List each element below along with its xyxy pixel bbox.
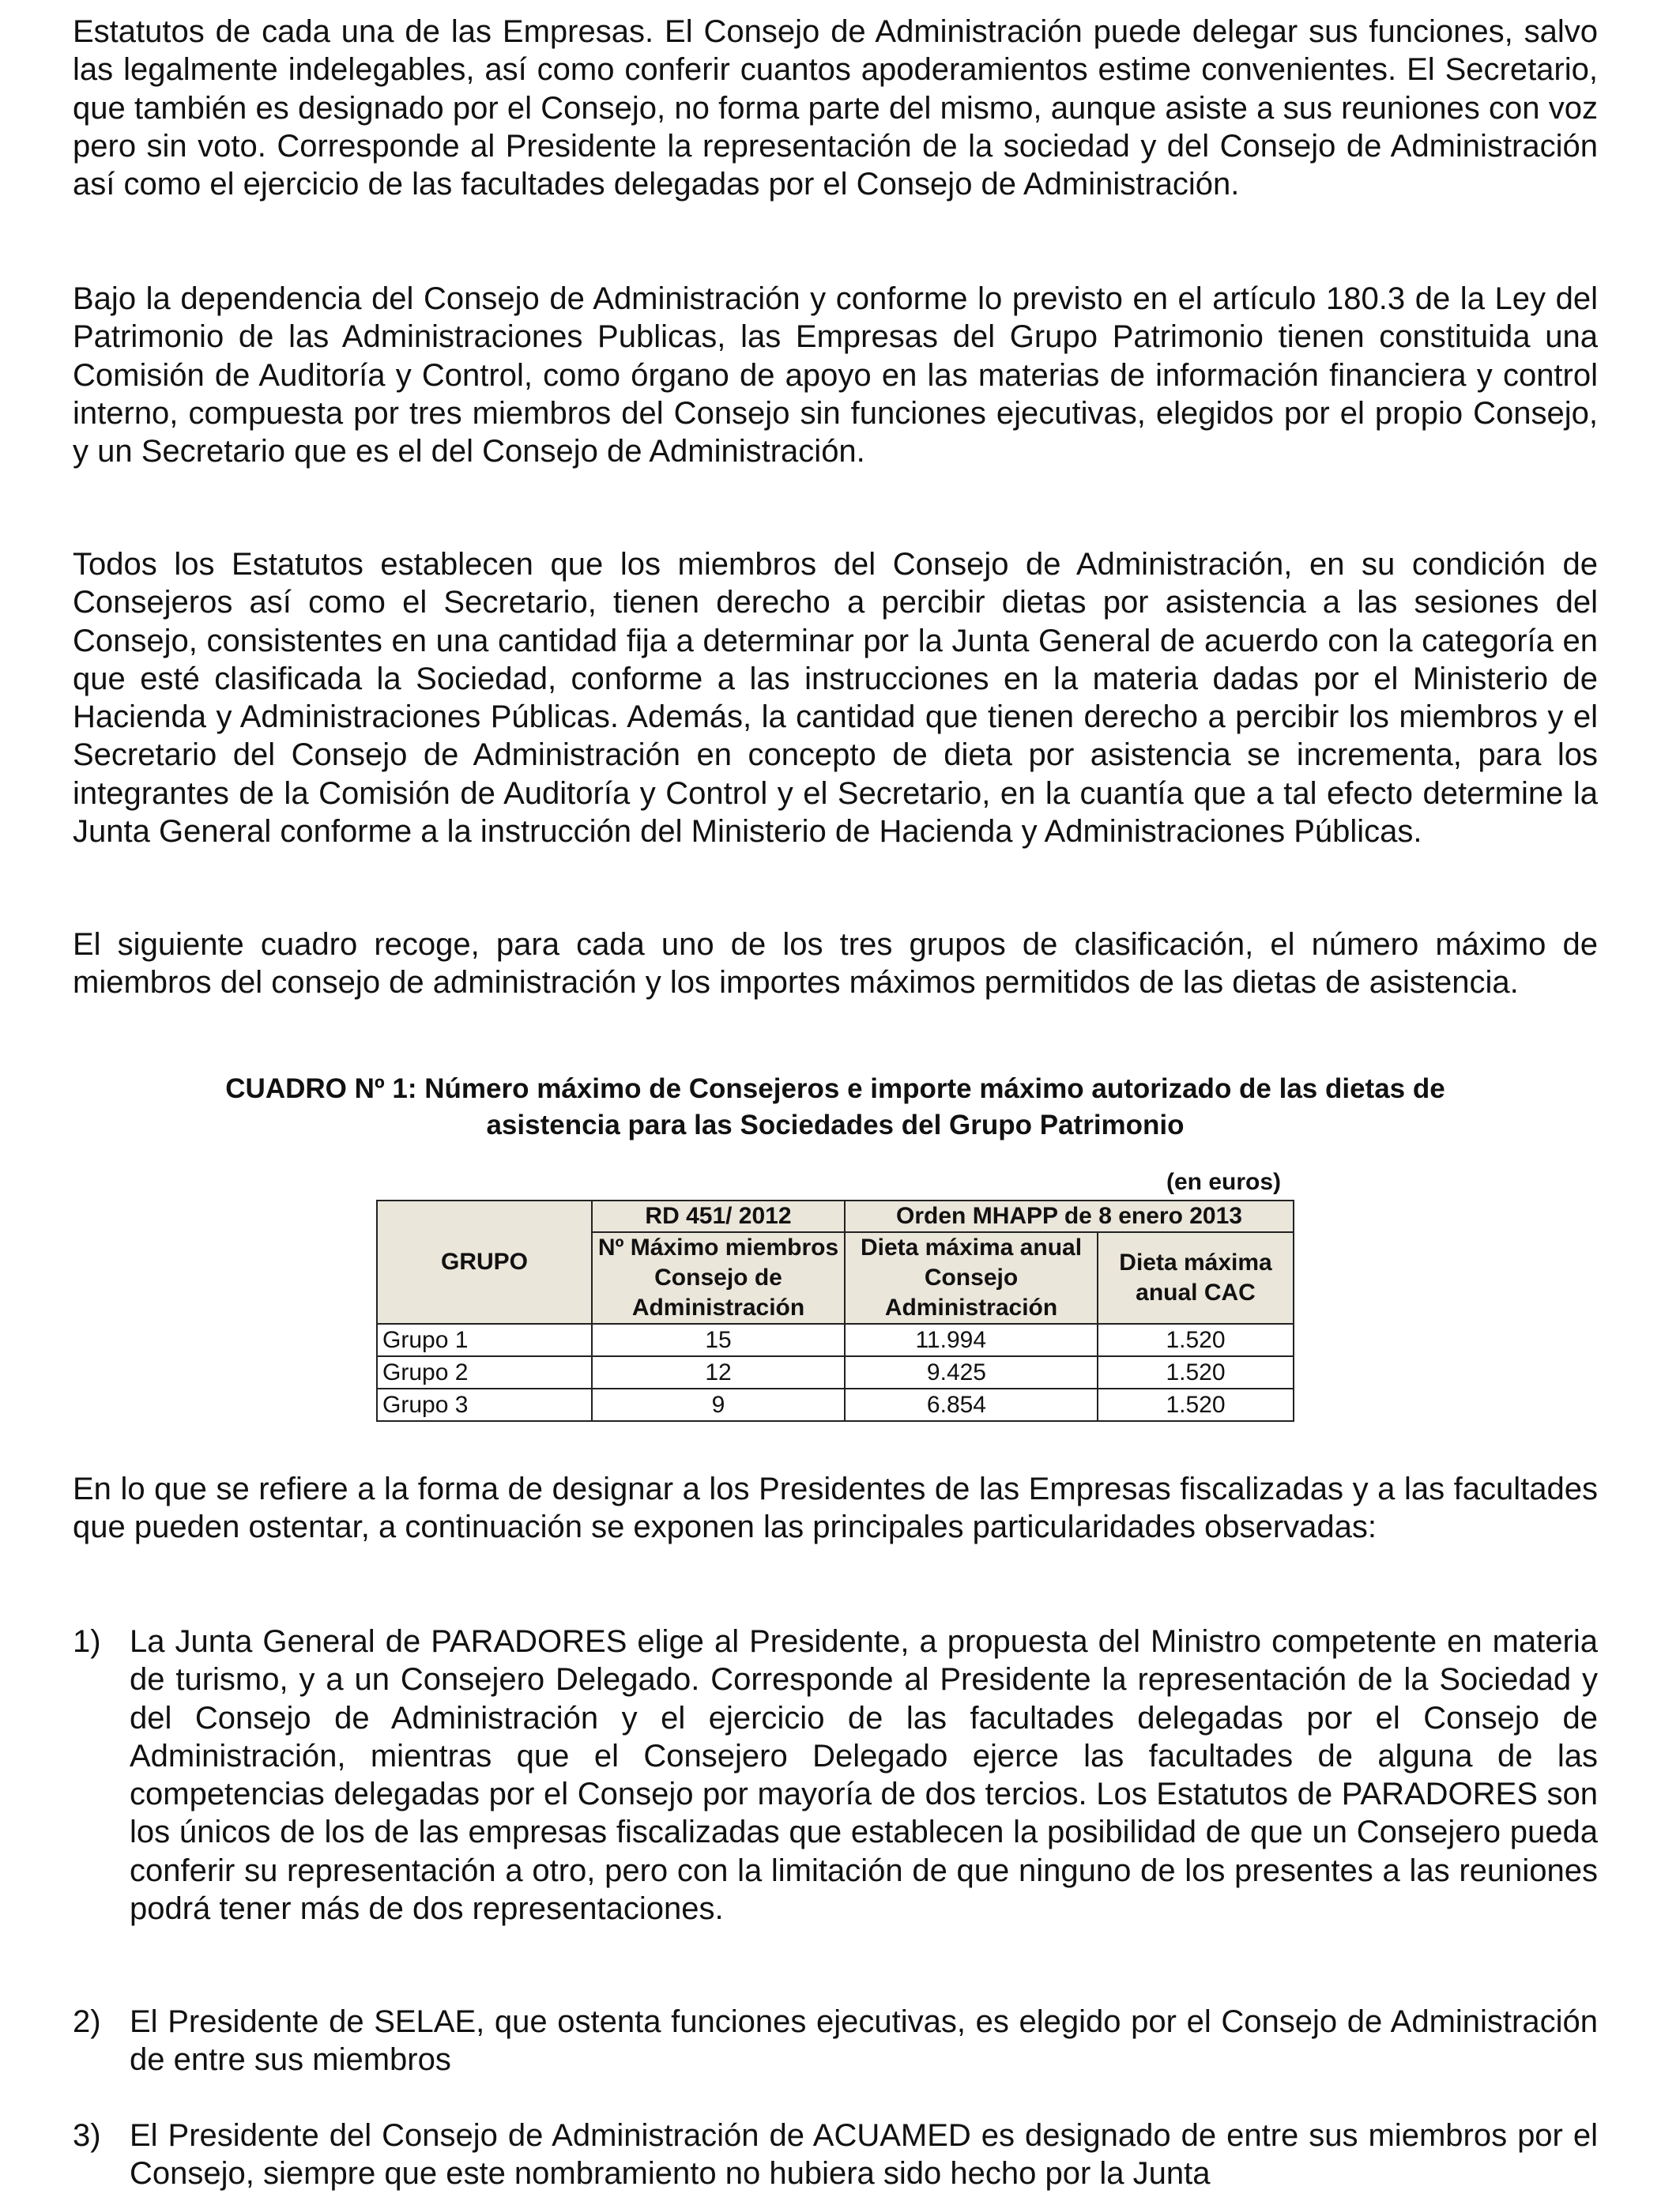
table-header-row-1 <box>377 1201 1294 1232</box>
cell-dieta-cac: 1.520 <box>1098 1324 1294 1356</box>
list-item-text: El Presidente de SELAE, que ostenta funciones ejecutivas, es elegido por el Consejo de Administración de entre sus miembros <box>130 2004 1598 2078</box>
cell-dieta-consejo: 9.425 <box>845 1356 1098 1389</box>
list-item <box>73 2117 1598 2193</box>
paragraph-3: Todos los Estatutos establecen que los miembros del Consejo de Administración, en su condición de Consejeros así como el Secretario, tienen derecho a percibir dietas por asistencia a las sesiones del Consejo, consistentes en una cantidad fija a determinar por la Junta General de acuerdo con la categoría en que esté clasificada la Sociedad, conforme a las instrucciones en la materia dadas por el Ministerio de Hacienda y Administraciones Públicas. Además, la cantidad que tienen derecho a percibir los miembros y el Secretario del Consejo de Administración en concepto de dieta por asistencia se incrementa, para los integrantes de la Comisión de Auditoría y Control y el Secretario, en la cuantía que a tal efecto determine la Junta General conforme a la instrucción del Ministerio de Hacienda y Administraciones Públicas. <box>73 547 1598 850</box>
cuadro-table <box>376 1200 1294 1422</box>
table-caption <box>73 1071 1598 1144</box>
cell-dieta-consejo: 6.854 <box>845 1389 1098 1421</box>
header-rd: RD 451/ 2012 <box>592 1201 845 1232</box>
table-caption-line1: CUADRO Nº 1: Número máximo de Consejeros e importe máximo autorizado de las dietas de <box>225 1073 1445 1104</box>
paragraph-2: Bajo la dependencia del Consejo de Administración y conforme lo previsto en el artículo 180.3 de la Ley del Patrimonio de las Administraciones Publicas, las Empresas del Grupo Patrimonio tienen constituida una Comisión de Auditoría y Control, como órgano de apoyo en las materias de información financiera y control interno, compuesta por tres miembros del Consejo sin funciones ejecutivas, elegidos por el propio Consejo, y un Secretario que es el del Consejo de Administración. <box>73 281 1598 469</box>
cell-dieta-consejo: 11.994 <box>845 1324 1098 1356</box>
cell-miembros: 15 <box>592 1324 845 1356</box>
table-caption-line2: asistencia para las Sociedades del Grupo Patrimonio <box>486 1110 1185 1140</box>
list-item <box>73 2003 1598 2079</box>
cell-grupo: Grupo 1 <box>377 1324 592 1356</box>
header-grupo: GRUPO <box>377 1201 592 1324</box>
cell-grupo: Grupo 2 <box>377 1356 592 1389</box>
cell-dieta-cac: 1.520 <box>1098 1389 1294 1421</box>
header-dieta-cac: Dieta máxima anual CAC <box>1098 1232 1294 1324</box>
list-item <box>73 1623 1598 1928</box>
header-max-miembros: Nº Máximo miembros Consejo de Administración <box>592 1232 845 1324</box>
list-item-text: El Presidente del Consejo de Administración de ACUAMED es designado de entre sus miembros por el Consejo, siempre que este nombramiento no hubiera sido hecho por la Junta <box>130 2118 1598 2192</box>
cell-dieta-cac: 1.520 <box>1098 1356 1294 1389</box>
table-row <box>377 1389 1294 1421</box>
list-item-text: La Junta General de PARADORES elige al Presidente, a propuesta del Ministro competente en materia de turismo, y a un Consejero Delegado. Corresponde al Presidente la representación de la Sociedad y del Consejo de Administración y el ejercicio de las facultades delegadas por el Consejo de Administración, mientras que el Consejero Delegado ejerce las facultades de alguna de las competencias delegadas por el Consejo por mayoría de dos tercios. Los Estatutos de PARADORES son los únicos de los de las empresas fiscalizadas que establecen la posibilidad de que un Consejero pueda conferir su representación a otro, pero con la limitación de que ninguno de los presentes a las reuniones podrá tener más de dos representaciones. <box>130 1624 1598 1927</box>
table-row <box>377 1356 1294 1389</box>
header-dieta-consejo: Dieta máxima anual Consejo Administración <box>845 1232 1098 1324</box>
paragraph-1: Estatutos de cada una de las Empresas. El Consejo de Administración puede delegar sus funciones, salvo las legalmente indelegables, así como conferir cuantos apoderamientos estime convenientes. El Secretario, que también es designado por el Consejo, no forma parte del mismo, aunque asiste a sus reuniones con voz pero sin voto. Corresponde al Presidente la representación de la sociedad y del Consejo de Administración así como el ejercicio de las facultades delegadas por el Consejo de Administración. <box>73 14 1598 202</box>
table-row <box>377 1324 1294 1356</box>
table-units: (en euros) <box>1166 1169 1282 1195</box>
paragraph-4: El siguiente cuadro recoge, para cada uno de los tres grupos de clasificación, el número máximo de miembros del consejo de administración y los importes máximos permitidos de las dietas de asistencia. <box>73 927 1598 1001</box>
list-marker: 3) <box>73 2118 101 2153</box>
cell-grupo: Grupo 3 <box>377 1389 592 1421</box>
cell-miembros: 12 <box>592 1356 845 1389</box>
paragraph-5: En lo que se refiere a la forma de designar a los Presidentes de las Empresas fiscalizadas y a las facultades que pueden ostentar, a continuación se exponen las principales particularidades observadas: <box>73 1472 1598 1545</box>
cell-miembros: 9 <box>592 1389 845 1421</box>
list-marker: 1) <box>73 1624 101 1659</box>
list-marker: 2) <box>73 2004 101 2039</box>
header-orden: Orden MHAPP de 8 enero 2013 <box>845 1201 1294 1232</box>
